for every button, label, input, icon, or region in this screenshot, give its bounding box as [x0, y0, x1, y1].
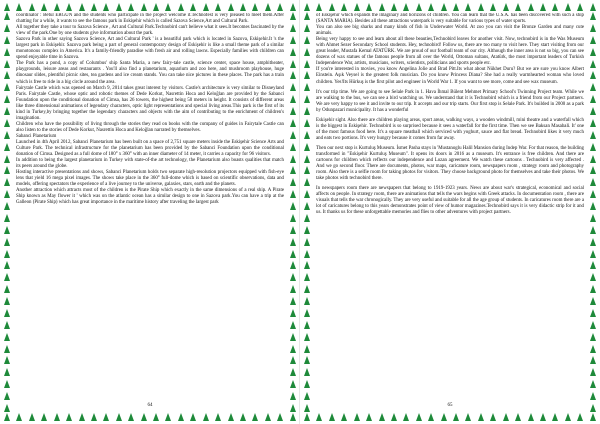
tree-icon	[41, 3, 47, 11]
tree-icon	[252, 413, 258, 421]
tree-icon	[354, 413, 360, 421]
tree-icon	[590, 250, 596, 258]
tree-icon	[304, 285, 310, 293]
tree-icon	[590, 190, 596, 198]
tree-icon	[304, 214, 310, 222]
paragraph: It's our trip time. We are going to see Selale Park in 1. Hava İhmal Bülent Mehmet Primary School's Twinning Project team. While we are walking to the bus, we can see a bird watching us. We understand that it is Technobird which is a friend from our Project partners. We are very happy to see it and invite to our trip. It accepts and our trip starts. Our first stop is Selale Park. It's builded in 2000 as a park by Odunpazari municipality. It has a wonderful	[316, 89, 584, 113]
tree-icon	[290, 95, 296, 103]
tree-icon	[304, 71, 310, 79]
tree-icon	[590, 285, 596, 293]
tree-icon	[4, 297, 10, 305]
tree-icon	[304, 60, 310, 68]
tree-icon	[304, 380, 310, 388]
tree-icon	[290, 3, 296, 11]
tree-icon	[590, 333, 596, 341]
tree-icon	[304, 273, 310, 281]
tree-border-left	[302, 12, 312, 412]
tree-icon	[304, 250, 310, 258]
paragraph: Then our next stop is Kurtuluş Museum. İsmet Pasha stays in 'Mustanoglu Halil Mansion during Indep War. For that reason, the building transformed in "Eskişehir Kurtuluş Museum". It opens its doors in 2016 as a museum. It's entrance is free children. And there are cartoons for children which reflects our independence and Lozan agreement. We watch these cartoons . Technobird is very affected . And we go second floor. There are documents, photos, war maps, caricature room, newspapers room , strategy room and photography room. Also there is a selfie room for taking photos for visitors. They choose background photo for themselves and take their photos. We take photos with technobird there.	[316, 145, 584, 182]
tree-icon	[290, 71, 296, 79]
tree-icon	[515, 413, 521, 421]
tree-icon	[590, 83, 596, 91]
tree-icon	[304, 309, 310, 317]
tree-icon	[16, 413, 22, 421]
tree-icon	[416, 413, 422, 421]
page-number: 65	[447, 403, 453, 408]
tree-icon	[290, 143, 296, 151]
tree-icon	[4, 321, 10, 329]
tree-border-left	[2, 12, 12, 412]
tree-icon	[329, 3, 335, 11]
tree-icon	[4, 226, 10, 234]
tree-icon	[304, 107, 310, 115]
tree-icon	[465, 413, 471, 421]
tree-icon	[4, 273, 10, 281]
tree-icon	[128, 413, 134, 421]
tree-icon	[453, 3, 459, 11]
tree-icon	[304, 119, 310, 127]
tree-icon	[290, 250, 296, 258]
tree-icon	[178, 413, 184, 421]
tree-icon	[391, 3, 397, 11]
tree-icon	[290, 83, 296, 91]
tree-icon	[4, 60, 10, 68]
tree-icon	[391, 413, 397, 421]
tree-icon	[290, 178, 296, 186]
tree-icon	[4, 107, 10, 115]
tree-icon	[590, 71, 596, 79]
tree-icon	[379, 413, 385, 421]
tree-icon	[290, 413, 296, 421]
tree-border-right	[288, 12, 298, 412]
tree-icon	[66, 413, 72, 421]
tree-icon	[428, 413, 434, 421]
tree-icon	[290, 107, 296, 115]
tree-icon	[416, 3, 422, 11]
tree-icon	[590, 48, 596, 56]
tree-icon	[190, 3, 196, 11]
tree-icon	[4, 131, 10, 139]
tree-icon	[590, 166, 596, 174]
tree-icon	[304, 131, 310, 139]
tree-border-bottom	[0, 412, 300, 422]
tree-icon	[528, 3, 534, 11]
tree-icon	[503, 3, 509, 11]
tree-icon	[304, 202, 310, 210]
tree-icon	[4, 83, 10, 91]
tree-icon	[490, 413, 496, 421]
tree-icon	[290, 214, 296, 222]
tree-icon	[290, 131, 296, 139]
tree-icon	[290, 285, 296, 293]
right-page-text	[316, 13, 584, 402]
tree-icon	[290, 392, 296, 400]
tree-icon	[403, 413, 409, 421]
paragraph: Hosting interactive presentations and shows, Sabanci Planetarium holds two separate high-resolution projectors equipped with fish-eye lens that yield 16 mega pixel images. The shows take place in the 360° full-dome which is based on scientific observations, data and models, offering spectators the experience of a live journey to the universe, galaxies, stars, earth and the planets.	[16, 170, 284, 188]
tree-icon	[240, 3, 246, 11]
tree-icon	[428, 3, 434, 11]
tree-icon	[4, 356, 10, 364]
tree-icon	[4, 166, 10, 174]
tree-icon	[153, 3, 159, 11]
paragraph: The Park has a pond, a copy of Columbus' ship Santa Maria, a new fairy-tale castle, science center, space house, amphitheater, playgrounds, leisure areas and restaurants . You'll also find a planetarium, aquarium and zoo here, and mushroom playhouse, huge dinosaur slides, plentiful picnic sites, tea gardens and ice cream stands. You can take nice pictures in these places. The park has a train which is free to ride in a big circle around the area.	[16, 61, 284, 85]
paragraph: Fairytale Castle which was opened on March 9, 2014 takes great interest by visitors. Castle's architecture is very similar to Disneyland Paris. Fairytale Castle, whose optic and robotic themes of Dede Korkut, Nasrettin Hoca and Keloğlan are provided by the Sabanci Foundation upon the conditional donation of Cimsa, has 26 towers, the highest being 50 meters in height. It consists of different areas like three dimensional animations of legendary characters, optic light representations and special living areas.This park is the first of its kind in Turkey,by bringing together the legendary characters and objects with the aim of contributing to the enrichment of children's imagination.	[16, 85, 284, 121]
tree-border-top	[300, 2, 600, 12]
tree-icon	[341, 413, 347, 421]
tree-icon	[590, 321, 596, 329]
tree-icon	[228, 3, 234, 11]
paragraph: All together they take a tour to Sazova Science , Art and Cultural Park.Technobird can't believe what it sees.It becomes fascinated by the view of the park.One by one students give information about the park.	[16, 25, 284, 37]
tree-icon	[91, 413, 97, 421]
tree-icon	[290, 202, 296, 210]
paragraph: Being very happy to see and learn about all these beauties,Technobird leaves for another visit. Now, technobird is in the Was Museum with Ahmet Sezer Secondary School students. Hey, technobird! Follow us, there are too many to visit here. They start visiting from our great leader, Mustafa Kemal ATATÜRK. We are proud of our football team of our city. Although the inner area is not so big, you can see dozens of wax statues of the famous people from all over the World, Ottoman sultans, Atatürk, the most important leaders of Turkish Independence War, artists, musicians, writers, scientists, politicians and sports people etc.	[316, 37, 584, 67]
tree-icon	[203, 3, 209, 11]
tree-icon	[178, 3, 184, 11]
tree-icon	[379, 3, 385, 11]
tree-icon	[316, 413, 322, 421]
tree-icon	[304, 24, 310, 32]
tree-icon	[304, 321, 310, 329]
tree-border-bottom	[300, 412, 600, 422]
tree-icon	[4, 238, 10, 246]
tree-icon	[441, 3, 447, 11]
tree-icon	[290, 309, 296, 317]
tree-icon	[29, 413, 35, 421]
tree-icon	[316, 3, 322, 11]
tree-icon	[4, 190, 10, 198]
tree-icon	[290, 345, 296, 353]
tree-icon	[4, 309, 10, 317]
tree-icon	[4, 95, 10, 103]
tree-icon	[590, 309, 596, 317]
tree-icon	[478, 413, 484, 421]
tree-icon	[503, 413, 509, 421]
tree-icon	[128, 3, 134, 11]
tree-icon	[265, 413, 271, 421]
tree-icon	[290, 368, 296, 376]
tree-icon	[552, 413, 558, 421]
tree-icon	[290, 155, 296, 163]
tree-icon	[577, 413, 583, 421]
tree-icon	[590, 238, 596, 246]
tree-icon	[4, 285, 10, 293]
tree-icon	[290, 24, 296, 32]
tree-icon	[141, 3, 147, 11]
right-page	[300, 0, 600, 424]
tree-icon	[304, 413, 310, 421]
tree-icon	[290, 297, 296, 305]
tree-icon	[590, 392, 596, 400]
paragraph: You can also see big sharks and many kinds of fish in Underwater World. At zoo you can visit the Bronze Garden and many cute animals.	[316, 25, 584, 37]
paragraph: coordinator : Betül ERGÜN and the students who participate in the project welcome it.Technofest is very pleased to meet them.After chatting for a while, it wants to see the famous park in Eskişehir which is called Sazova Science,Art and Cultural Park.	[16, 13, 284, 25]
tree-icon	[590, 261, 596, 269]
tree-icon	[354, 3, 360, 11]
tree-icon	[4, 48, 10, 56]
tree-icon	[366, 413, 372, 421]
tree-icon	[590, 155, 596, 163]
tree-icon	[190, 413, 196, 421]
tree-icon	[590, 24, 596, 32]
tree-icon	[478, 3, 484, 11]
page-number: 64	[147, 403, 153, 408]
tree-icon	[4, 3, 10, 11]
tree-icon	[453, 413, 459, 421]
tree-icon	[4, 143, 10, 151]
tree-icon	[590, 36, 596, 44]
tree-icon	[565, 3, 571, 11]
tree-icon	[16, 3, 22, 11]
tree-icon	[304, 392, 310, 400]
tree-icon	[528, 413, 534, 421]
paragraph: Another attraction which attracts most of the children is the Pirate Ship which exactly in the same dimensions of a real ship. A Pirate Ship known as May flower it ' which was on the atlantic ocean has a similar design to one in Sazova park.You can have a trip at the Galleon (Pirate Ship) which has great importance in the maritime history after traveling the largest park	[16, 188, 284, 206]
tree-icon	[252, 3, 258, 11]
tree-icon	[590, 356, 596, 364]
tree-icon	[304, 190, 310, 198]
tree-icon	[590, 413, 596, 421]
tree-icon	[290, 60, 296, 68]
tree-icon	[590, 143, 596, 151]
tree-icon	[290, 36, 296, 44]
tree-icon	[441, 413, 447, 421]
tree-icon	[290, 226, 296, 234]
tree-icon	[490, 3, 496, 11]
tree-icon	[215, 3, 221, 11]
tree-icon	[4, 178, 10, 186]
tree-icon	[590, 380, 596, 388]
tree-icon	[91, 3, 97, 11]
tree-icon	[304, 143, 310, 151]
tree-icon	[29, 3, 35, 11]
tree-icon	[4, 250, 10, 258]
tree-icon	[54, 3, 60, 11]
tree-icon	[290, 238, 296, 246]
tree-icon	[590, 119, 596, 127]
tree-icon	[4, 36, 10, 44]
paragraph: In newspapers room there are newspapers that belong to 1919-1923 years. News are about war's strategical, economical and social affects on people. In strategy room, there are animations that tells the wars begins with Greek attacks. In documentation room , there are visuals that tells the war chronogically. They are very useful and suitable for all the age group of students. In caricatures room there are a lot of caricatures belong to this years demonstrates point of view of humor magazines.Technobird says it is very didactic strip for it and us. It thanks us for these unforgettable memories and flies to other adventures with project partners.	[316, 186, 584, 216]
tree-icon	[103, 413, 109, 421]
tree-icon	[4, 368, 10, 376]
paragraph: If you're interested in movies, you know Angelina Jolie and Brad Pitt.Its what about Nükhet Duru? But we are sure you know Albert Einstein. Aşık Veysel is the greatest folk musician. Do you know Princess Diana? She had a really warmhearted woman who loved children. Yes!Its Hürkuş is the first pilot and engineer in World War 1. If you want to see more, come and see wax museum.	[316, 67, 584, 85]
tree-icon	[590, 131, 596, 139]
tree-icon	[203, 413, 209, 421]
tree-icon	[4, 119, 10, 127]
tree-icon	[366, 3, 372, 11]
tree-icon	[4, 380, 10, 388]
tree-icon	[304, 368, 310, 376]
tree-icon	[4, 345, 10, 353]
tree-icon	[240, 413, 246, 421]
tree-icon	[304, 297, 310, 305]
tree-icon	[290, 321, 296, 329]
tree-icon	[341, 3, 347, 11]
tree-icon	[79, 413, 85, 421]
tree-icon	[290, 119, 296, 127]
paragraph: In addition to being the largest planetarium in Turkey with state-of-the art technology, the Planetarium also boasts qualities that match its peers around the globe.	[16, 158, 284, 170]
tree-icon	[403, 3, 409, 11]
tree-icon	[290, 273, 296, 281]
tree-icon	[41, 413, 47, 421]
tree-icon	[265, 3, 271, 11]
tree-icon	[290, 333, 296, 341]
section-heading: Sabanci Planetarium	[16, 133, 57, 139]
tree-icon	[590, 95, 596, 103]
tree-icon	[590, 3, 596, 11]
tree-icon	[79, 3, 85, 11]
tree-icon	[329, 413, 335, 421]
paragraph: of Eskişehir which expands the imaginary and horizons of children. You can learn that the U.S.A. has been discovered with such a ship (SANTA MARIA). Besides all these attractions waterpark is very suitable for various types of water sports.	[316, 13, 584, 25]
tree-icon	[590, 273, 596, 281]
tree-icon	[515, 3, 521, 11]
tree-icon	[304, 178, 310, 186]
tree-icon	[4, 392, 10, 400]
paragraph: Sazova Park in other saying Sazova Science, Art and Cultural Park ' is a beautiful park which is located in Sazova, Eskişehir.It 's the largest park in Eskişehir. Sazova park being a part of general contemporary design of Eskişehir is like a small theme park of a similar monotonous complex in America. It's a family-friendly paradise with fresh air and rolling lawns. Especially families with children can spend enjoyable time in Sazova.	[16, 37, 284, 61]
tree-icon	[304, 345, 310, 353]
tree-icon	[304, 333, 310, 341]
tree-icon	[577, 3, 583, 11]
tree-icon	[304, 155, 310, 163]
tree-icon	[590, 214, 596, 222]
tree-icon	[116, 413, 122, 421]
tree-icon	[4, 333, 10, 341]
tree-icon	[304, 238, 310, 246]
tree-icon	[590, 368, 596, 376]
tree-icon	[141, 413, 147, 421]
tree-icon	[277, 3, 283, 11]
tree-icon	[590, 12, 596, 20]
tree-icon	[228, 413, 234, 421]
tree-icon	[116, 3, 122, 11]
tree-icon	[304, 83, 310, 91]
tree-icon	[590, 226, 596, 234]
tree-icon	[4, 12, 10, 20]
tree-icon	[290, 166, 296, 174]
tree-icon	[304, 261, 310, 269]
tree-icon	[4, 24, 10, 32]
tree-border-right	[588, 12, 598, 412]
tree-icon	[165, 413, 171, 421]
tree-icon	[290, 190, 296, 198]
tree-icon	[66, 3, 72, 11]
tree-icon	[540, 413, 546, 421]
tree-icon	[54, 413, 60, 421]
tree-icon	[290, 356, 296, 364]
tree-icon	[590, 297, 596, 305]
tree-icon	[290, 261, 296, 269]
tree-icon	[590, 60, 596, 68]
tree-icon	[304, 356, 310, 364]
tree-icon	[103, 3, 109, 11]
tree-icon	[465, 3, 471, 11]
tree-icon	[304, 95, 310, 103]
tree-border-top	[0, 2, 300, 12]
tree-icon	[4, 202, 10, 210]
tree-icon	[565, 413, 571, 421]
paragraph: Launched in 4th April 2012, Sabanci Planetarium has been built on a space of 2,751 square meters inside the Eskişehir Science Arts and Culture Park. The technical infrastructure for the planetarium has been provided by the Sabanci Foundation upon the conditional donation of Cimsa. Designed as a full dome of 180° x 360° with an inner diameter of 14 meter, it carries a capacity for 96 visitors.	[16, 139, 284, 158]
tree-icon	[304, 166, 310, 174]
tree-icon	[304, 36, 310, 44]
tree-icon	[4, 214, 10, 222]
tree-icon	[165, 3, 171, 11]
tree-icon	[304, 3, 310, 11]
tree-icon	[290, 48, 296, 56]
tree-icon	[290, 12, 296, 20]
tree-icon	[4, 155, 10, 163]
tree-icon	[277, 413, 283, 421]
paragraph: Eskişehir sight. Also there are children playing areas, sport areas, walking ways, a wooden windmill, mini theatre and a waterfall which is the biggest in Eskişehir. Technobird is so surprised because it sees a waterfall for the first time. Then we see Baksan Masabali. It' one of the most famous food here. It's a square meatball which serviced with yoghurt, sauce and flat bread. Technobird likes it very much and eats two portions. It's very hungry because it comes from far away.	[316, 117, 584, 141]
tree-icon	[540, 3, 546, 11]
tree-icon	[590, 107, 596, 115]
tree-icon	[552, 3, 558, 11]
tree-icon	[304, 48, 310, 56]
tree-icon	[153, 413, 159, 421]
tree-icon	[215, 413, 221, 421]
tree-icon	[4, 413, 10, 421]
tree-icon	[4, 261, 10, 269]
left-page-text	[16, 13, 284, 402]
tree-icon	[304, 12, 310, 20]
tree-icon	[590, 345, 596, 353]
tree-icon	[590, 202, 596, 210]
tree-icon	[290, 380, 296, 388]
tree-icon	[4, 71, 10, 79]
tree-icon	[590, 178, 596, 186]
paragraph: Children who have the possibility of living through the stories they read on books with the company of guides in Fairytale Castle can also listen to the stories of Dede Korkut, Nasrettin Hoca and Keloğlan narrated by themselves.	[16, 121, 284, 133]
tree-icon	[304, 226, 310, 234]
